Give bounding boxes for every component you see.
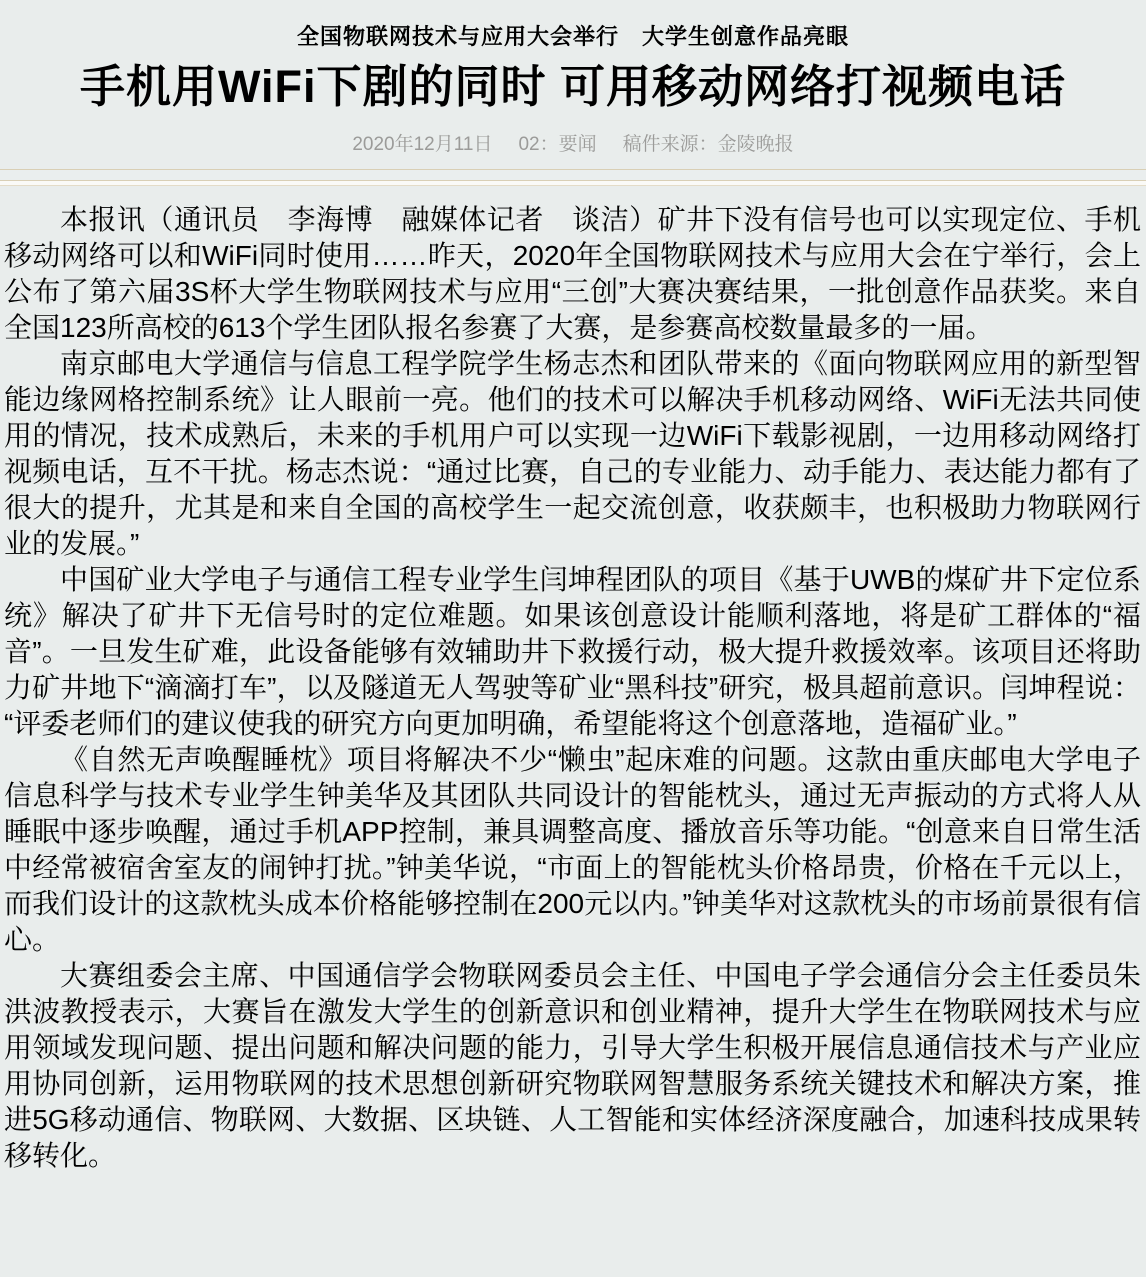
article-paragraph: 中国矿业大学电子与通信工程专业学生闫坤程团队的项目《基于UWB的煤矿井下定位系统》解决了矿井下无信号时的定位难题。如果该创意设计能顺利落地，将是矿工群体的“福音”。一旦发生矿难，此设备能够有效辅助井下救援行动，极大提升救援效率。该项目还将助力矿井地下“滴滴打车”，以及隧道无人驾驶等矿业“黑科技”研究，极具超前意识。闫坤程说：“评委老师们的建议使我的研究方向更加明确，希望能将这个创意落地，造福矿业。” — [4, 564, 1141, 739]
article-paragraph: 大赛组委会主席、中国通信学会物联网委员会主任、中国电子学会通信分会主任委员朱洪波教授表示，大赛旨在激发大学生的创新意识和创业精神，提升大学生在物联网技术与应用领域发现问题、提出问题和解决问题的能力，引导大学生积极开展信息通信技术与产业应用协同创新，运用物联网的技术思想创新研究物联网智慧服务系统关键技术和解决方案，推进5G移动通信、物联网、大数据、区块链、人工智能和实体经济深度融合，加速科技成果转移转化。 — [4, 960, 1141, 1171]
publish-date: 2020年12月11日 — [352, 134, 493, 155]
article-meta — [0, 134, 1146, 155]
section-label: 02：要闻 — [518, 134, 597, 155]
source-label: 稿件来源：金陵晚报 — [622, 134, 794, 155]
article-body — [0, 186, 1146, 1214]
article-paragraph: 《自然无声唤醒睡枕》项目将解决不少“懒虫”起床难的问题。这款由重庆邮电大学电子信息科学与技术专业学生钟美华及其团队共同设计的智能枕头，通过无声振动的方式将人从睡眠中逐步唤醒，通过手机APP控制，兼具调整高度、播放音乐等功能。“创意来自日常生活中经常被宿舍室友的闹钟打扰。”钟美华说，“市面上的智能枕头价格昂贵，价格在千元以上，而我们设计的这款枕头成本价格能够控制在200元以内。”钟美华对这款枕头的市场前景很有信心。 — [4, 744, 1141, 955]
page-title: 手机用WiFi下剧的同时 可用移动网络打视频电话 — [79, 61, 1067, 112]
article-header — [0, 0, 1146, 155]
article-paragraph: 本报讯（通讯员 李海博 融媒体记者 谈洁）矿井下没有信号也可以实现定位、手机移动网络可以和WiFi同时使用……昨天，2020年全国物联网技术与应用大会在宁举行，会上公布了第六届3S杯大学生物联网技术与应用“三创”大赛决赛结果，一批创意作品获奖。来自全国123所高校的613个学生团队报名参赛了大赛，是参赛高校数量最多的一届。 — [4, 204, 1141, 343]
header-divider — [0, 169, 1146, 186]
article-paragraph: 南京邮电大学通信与信息工程学院学生杨志杰和团队带来的《面向物联网应用的新型智能边缘网格控制系统》让人眼前一亮。他们的技术可以解决手机移动网络、WiFi无法共同使用的情况，技术成熟后，未来的手机用户可以实现一边WiFi下载影视剧，一边用移动网络打视频电话，互不干扰。杨志杰说：“通过比赛，自己的专业能力、动手能力、表达能力都有了很大的提升，尤其是和来自全国的高校学生一起交流创意，收获颇丰，也积极助力物联网行业的发展。” — [4, 348, 1141, 559]
article-kicker: 全国物联网技术与应用大会举行 大学生创意作品亮眼 — [296, 24, 849, 49]
divider-gap — [0, 170, 1146, 180]
